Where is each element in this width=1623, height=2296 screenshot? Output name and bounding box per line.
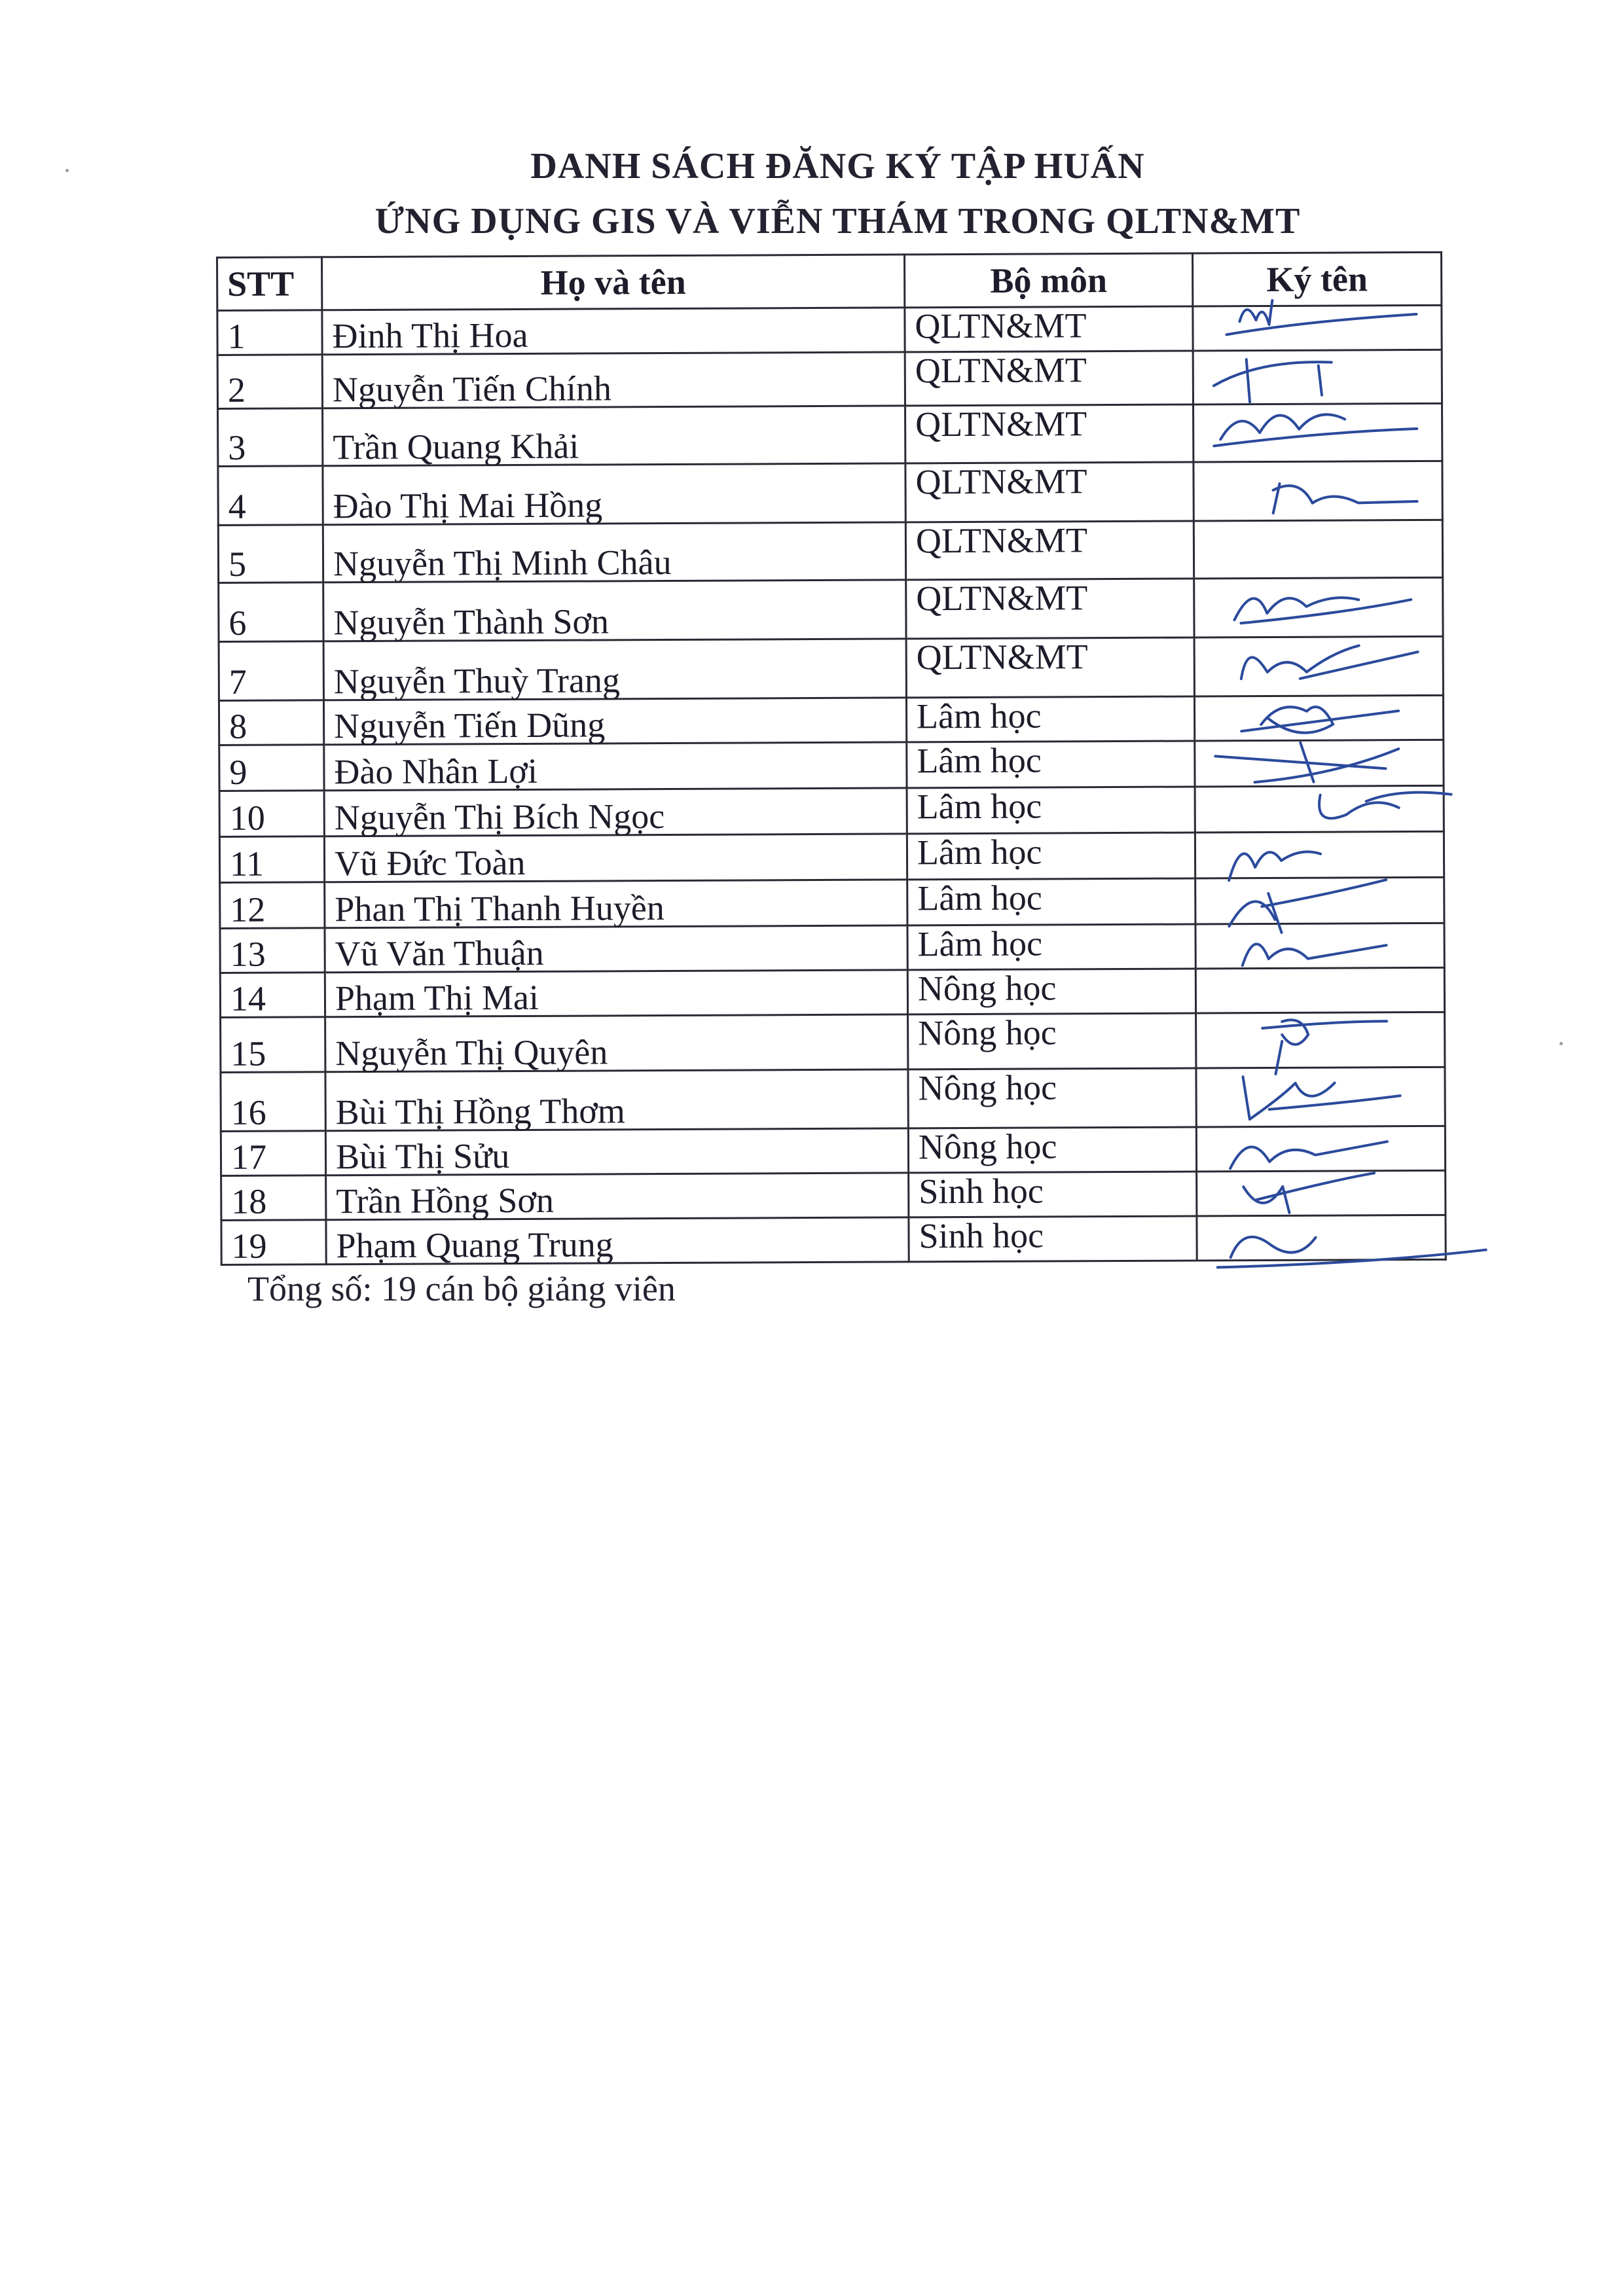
cell-stt: 12	[220, 882, 325, 929]
cell-name: Nguyễn Tiến Dũng	[323, 698, 906, 745]
cell-name: Trần Hồng Sơn	[326, 1173, 909, 1220]
cell-signature	[1197, 1215, 1446, 1261]
cell-signature	[1195, 923, 1444, 969]
table-row	[220, 923, 1444, 973]
cell-stt: 6	[219, 583, 323, 642]
cell-stt: 1	[217, 310, 322, 355]
cell-name: Bùi Thị Hồng Thơm	[325, 1069, 908, 1131]
cell-name: Nguyễn Thị Quyên	[325, 1014, 908, 1072]
cell-department: QLTN&MT	[905, 351, 1193, 406]
cell-stt: 5	[218, 525, 323, 583]
cell-stt: 19	[221, 1220, 326, 1265]
cell-signature	[1194, 461, 1442, 521]
header-signature: Ký tên	[1192, 252, 1441, 306]
cell-department: Lâm học	[906, 696, 1194, 742]
header-department: Bộ môn	[904, 253, 1192, 308]
cell-name: Vũ Đức Toàn	[324, 834, 907, 882]
cell-name: Phạm Thị Mai	[325, 970, 907, 1017]
cell-stt: 7	[219, 641, 323, 701]
cell-department: QLTN&MT	[905, 306, 1193, 352]
cell-department: QLTN&MT	[905, 462, 1194, 522]
cell-name: Trần Quang Khải	[323, 406, 905, 466]
cell-department: Lâm học	[907, 787, 1195, 834]
signature-scribble	[1204, 1204, 1466, 1278]
cell-name: Nguyễn Thành Sơn	[323, 580, 906, 641]
cell-name: Bùi Thị Sửu	[325, 1128, 908, 1175]
cell-department: QLTN&MT	[905, 521, 1194, 580]
cell-name: Vũ Văn Thuận	[325, 925, 907, 973]
cell-department: Nông học	[908, 1013, 1196, 1069]
cell-stt: 8	[219, 700, 323, 745]
header-name: Họ và tên	[322, 255, 905, 310]
cell-stt: 14	[220, 973, 325, 1018]
signature-scribble	[1201, 450, 1463, 524]
cell-stt: 17	[221, 1131, 325, 1176]
cell-stt: 13	[220, 928, 325, 973]
document-title: DANH SÁCH ĐĂNG KÝ TẬP HUẤN	[530, 146, 1145, 187]
scan-speck	[1559, 1042, 1563, 1045]
cell-name: Phạm Quang Trung	[326, 1217, 909, 1265]
cell-stt: 2	[217, 355, 322, 409]
cell-name: Đinh Thị Hoa	[322, 308, 905, 355]
cell-stt: 15	[221, 1017, 325, 1073]
cell-name: Đào Thị Mai Hồng	[323, 463, 905, 525]
cell-department: Lâm học	[907, 833, 1195, 880]
cell-department: Lâm học	[907, 878, 1195, 925]
cell-department: Lâm học	[907, 924, 1195, 970]
cell-stt: 18	[221, 1175, 326, 1221]
cell-department: Nông học	[908, 1127, 1196, 1173]
cell-stt: 11	[219, 836, 324, 883]
cell-name: Nguyễn Thị Bích Ngọc	[324, 788, 907, 836]
cell-department: Sinh học	[909, 1216, 1197, 1262]
cell-stt: 10	[219, 791, 324, 837]
cell-department: QLTN&MT	[905, 404, 1194, 463]
document-subtitle: ỨNG DỤNG GIS VÀ VIỄN THÁM TRONG QLTN&MT	[374, 201, 1301, 242]
cell-stt: 16	[221, 1072, 325, 1132]
cell-name: Đào Nhân Lợi	[324, 742, 907, 791]
cell-stt: 9	[219, 745, 324, 791]
table-row	[218, 461, 1442, 525]
scan-speck	[65, 169, 69, 172]
cell-name: Nguyễn Thuỳ Trang	[323, 639, 906, 700]
registration-table	[216, 251, 1447, 1266]
cell-department: Lâm học	[907, 741, 1195, 788]
cell-department: QLTN&MT	[906, 579, 1194, 639]
total-count: Tổng số: 19 cán bộ giảng viên	[247, 1269, 676, 1308]
cell-name: Nguyễn Thị Minh Châu	[323, 522, 905, 583]
cell-stt: 4	[218, 466, 323, 526]
cell-name: Nguyễn Tiến Chính	[322, 352, 905, 408]
cell-department: Nông học	[907, 969, 1195, 1014]
header-stt: STT	[217, 257, 322, 311]
cell-department: Sinh học	[909, 1172, 1197, 1217]
cell-stt: 3	[218, 408, 323, 467]
table-row	[221, 1215, 1446, 1265]
cell-department: QLTN&MT	[906, 637, 1194, 698]
cell-name: Phan Thị Thanh Huyền	[325, 880, 907, 928]
cell-department: Nông học	[908, 1068, 1196, 1128]
